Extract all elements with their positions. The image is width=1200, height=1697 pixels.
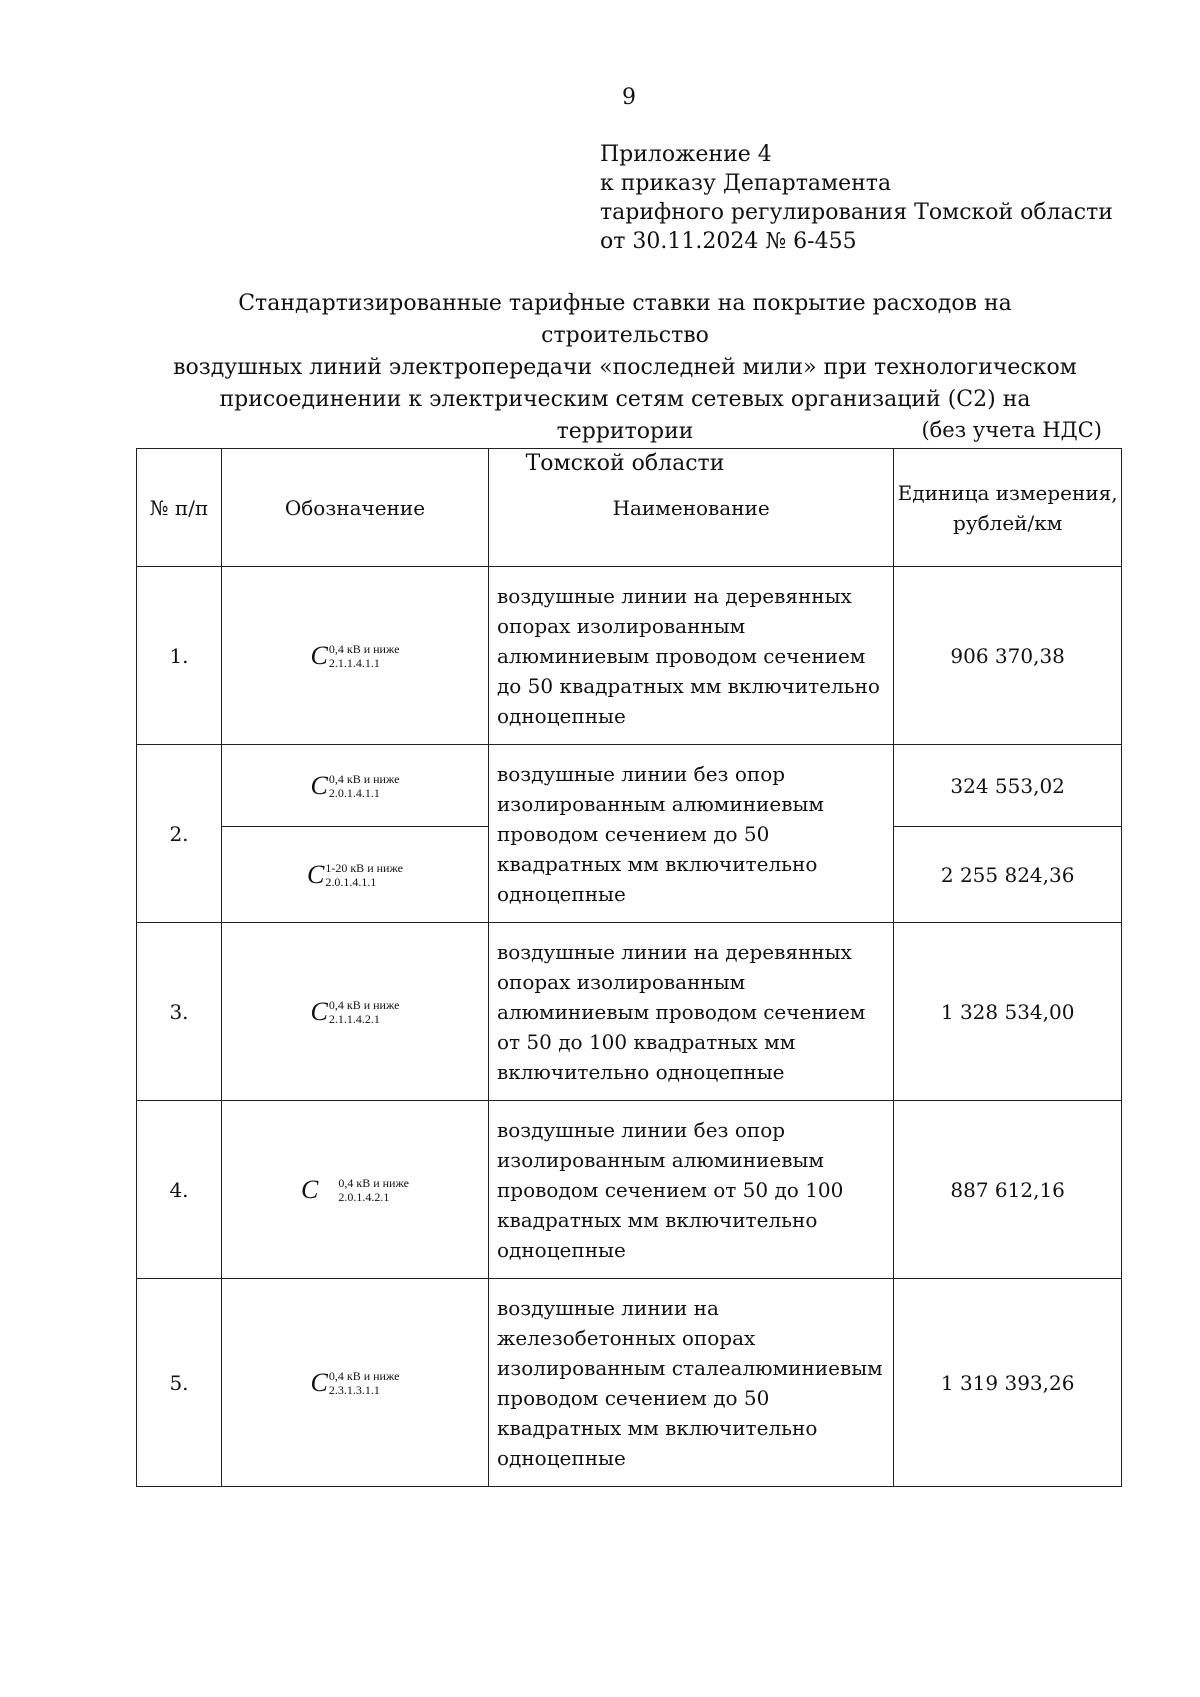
table-row <box>137 923 1122 1101</box>
symbol-subscript: 2.1.1.4.2.1 <box>328 1011 380 1026</box>
vat-note: (без учета НДС) <box>921 418 1102 442</box>
symbol-superscript: 0,4 кВ и ниже <box>328 997 400 1012</box>
appendix-line: Приложение 4 <box>600 142 772 167</box>
row-name: воздушные линии на деревянных опорах изолированным алюминиевым проводом сечением от 50 до 100 квадратных мм включительно одноцепные <box>488 923 893 1101</box>
row-value: 906 370,38 <box>894 567 1122 745</box>
appendix-line: к приказу Департамента <box>600 171 892 196</box>
page-number: 9 <box>622 85 636 110</box>
symbol-superscript: 1-20 кВ и ниже <box>325 860 403 875</box>
row-name: воздушные линии на деревянных опорах изолированным алюминиевым проводом сечением до 50 квадратных мм включительно одноцепные <box>488 567 893 745</box>
header-num: № п/п <box>137 449 222 567</box>
symbol-letter: C <box>307 859 325 889</box>
row-value: 324 553,02 <box>894 745 1122 827</box>
symbol-subscript: 2.0.1.4.1.1 <box>328 785 380 800</box>
table-row <box>137 567 1122 745</box>
row-name: воздушные линии без опор изолированным алюминиевым проводом сечением до 50 квадратных мм включительно одноцепные <box>488 745 893 923</box>
tariff-rates-table <box>136 448 1122 1487</box>
title-line: воздушных линий электропередачи «последней мили» при технологическом <box>173 355 1077 380</box>
symbol-superscript: 0,4 кВ и ниже <box>328 1368 400 1383</box>
symbol-subscript: 2.3.1.3.1.1 <box>328 1382 380 1397</box>
table-row <box>137 1279 1122 1487</box>
row-number: 2. <box>137 745 222 923</box>
symbol-superscript: 0,4 кВ и ниже <box>338 1175 409 1190</box>
symbol-subscript: 2.1.1.4.1.1 <box>328 655 380 670</box>
tariff-symbol <box>311 641 400 671</box>
tariff-symbol <box>311 1368 400 1398</box>
header-unit: Единица измерения, рублей/км <box>894 449 1122 567</box>
symbol-superscript: 0,4 кВ и ниже <box>328 641 400 656</box>
tariff-symbol <box>301 1175 409 1205</box>
row-value: 1 319 393,26 <box>894 1279 1122 1487</box>
appendix-line: от 30.11.2024 № 6-455 <box>600 229 857 254</box>
title-line: Стандартизированные тарифные ставки на покрытие расходов на строительство <box>238 291 1012 348</box>
row-number: 1. <box>137 567 222 745</box>
row-designation <box>221 745 488 827</box>
symbol-letter: C <box>310 1367 328 1397</box>
row-designation <box>221 923 488 1101</box>
symbol-letter: C <box>310 770 328 800</box>
row-name: воздушные линии без опор изолированным алюминиевым проводом сечением от 50 до 100 квадратных мм включительно одноцепные <box>488 1101 893 1279</box>
appendix-reference <box>600 140 1113 256</box>
table-row <box>137 1101 1122 1279</box>
row-number: 5. <box>137 1279 222 1487</box>
symbol-letter: C <box>301 1174 319 1204</box>
tariff-symbol <box>311 771 400 801</box>
row-number: 4. <box>137 1101 222 1279</box>
row-value: 887 612,16 <box>894 1101 1122 1279</box>
title-line: Томской области <box>525 451 725 476</box>
symbol-letter: C <box>310 996 328 1026</box>
row-name: воздушные линии на железобетонных опорах изолированным сталеалюминиевым проводом сечением до 50 квадратных мм включительно одноцепные <box>488 1279 893 1487</box>
symbol-subscript: 2.0.1.4.1.1 <box>325 874 377 889</box>
tariff-symbol <box>307 860 403 890</box>
row-designation <box>221 1101 488 1279</box>
symbol-superscript: 0,4 кВ и ниже <box>328 771 400 786</box>
title-line: присоединении к электрическим сетям сетевых организаций (С2) на территории <box>219 387 1031 444</box>
header-name: Наименование <box>488 449 893 567</box>
table-header-row <box>137 449 1122 567</box>
symbol-letter: C <box>310 640 328 670</box>
symbol-subscript: 2.0.1.4.2.1 <box>338 1189 390 1204</box>
row-designation <box>221 567 488 745</box>
tariff-symbol <box>311 997 400 1027</box>
row-designation <box>221 1279 488 1487</box>
row-value: 2 255 824,36 <box>894 827 1122 923</box>
appendix-line: тарифного регулирования Томской области <box>600 200 1113 225</box>
row-value: 1 328 534,00 <box>894 923 1122 1101</box>
table-row <box>137 745 1122 827</box>
row-designation <box>221 827 488 923</box>
header-designation: Обозначение <box>221 449 488 567</box>
row-number: 3. <box>137 923 222 1101</box>
